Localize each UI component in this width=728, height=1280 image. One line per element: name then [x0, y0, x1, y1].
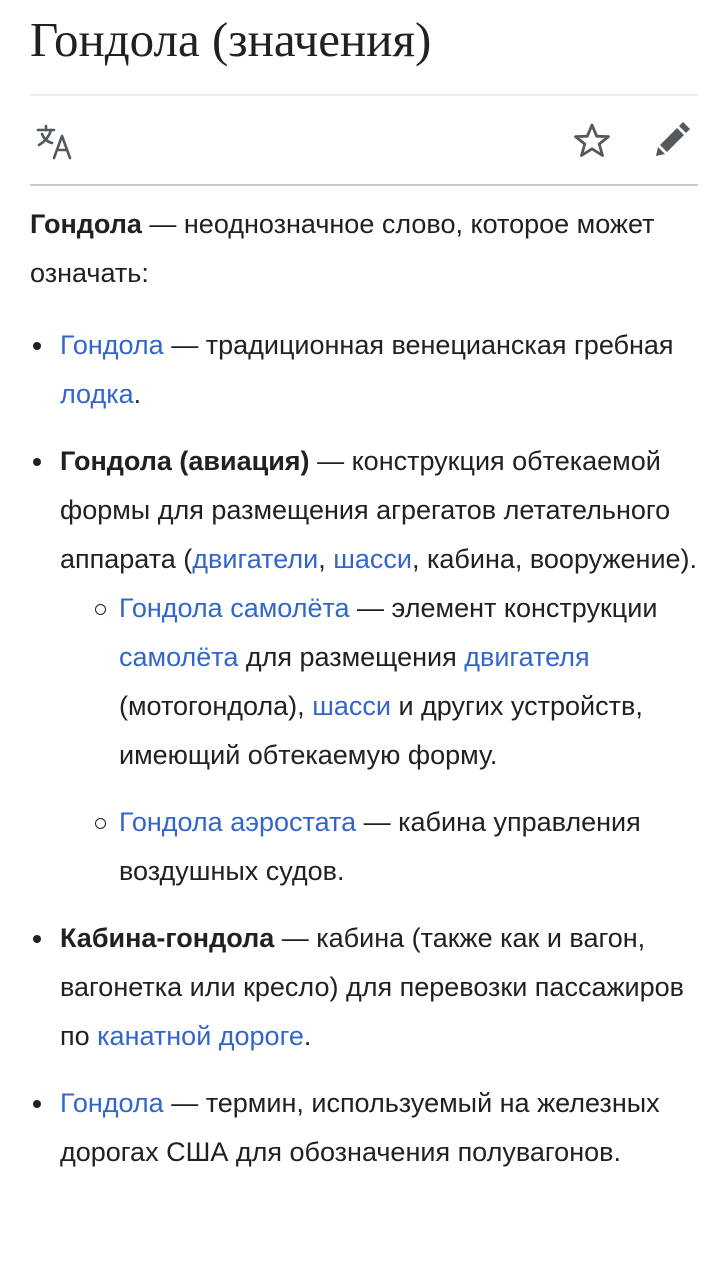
sub-list-item — [60, 798, 702, 896]
intro-text: — неоднозначное слово, которое может означать: — [30, 209, 655, 288]
intro-term: Гондола — [30, 209, 142, 239]
item-term: Гондола (авиация) — [60, 446, 310, 476]
toolbar-divider — [30, 184, 698, 186]
intro-paragraph — [30, 200, 702, 298]
item-term: Кабина-гондола — [60, 923, 275, 953]
link-gondola-car[interactable]: Гондола — [60, 1088, 164, 1118]
item-text: — термин, используемый на железных дорогах США для обозначения полувагонов. — [60, 1088, 660, 1167]
item-text: (мотогондола), — [119, 691, 313, 721]
link-boat[interactable]: лодка — [60, 379, 134, 409]
item-text: — традиционная венецианская гребная — [163, 330, 674, 360]
sub-list — [60, 584, 702, 896]
list-item — [30, 321, 702, 419]
list-item — [30, 437, 702, 896]
article-content — [30, 200, 702, 1195]
link-aircraft[interactable]: самолёта — [119, 642, 239, 672]
title-divider — [30, 94, 698, 96]
star-icon[interactable] — [572, 121, 612, 161]
link-engine[interactable]: двигателя — [464, 642, 590, 672]
link-aircraft-nacelle[interactable]: Гондола самолёта — [119, 593, 350, 623]
list-item — [30, 914, 702, 1061]
meanings-list — [30, 321, 702, 1177]
page-title: Гондола (значения) — [30, 12, 432, 67]
item-text: . — [133, 379, 142, 409]
item-text: и других устройств, имеющий обтекаемую форму. — [119, 691, 643, 770]
link-landing-gear-2[interactable]: шасси — [312, 691, 391, 721]
item-text: — конструкция обтекаемой формы для размещения агрегатов летательного аппарата ( — [60, 446, 671, 574]
list-item — [30, 1079, 702, 1177]
link-engines[interactable]: двигатели — [192, 544, 319, 574]
item-text: . — [303, 1021, 312, 1051]
item-text: для размещения — [238, 642, 465, 672]
item-text: , — [318, 544, 334, 574]
item-text: , кабина, вооружение). — [411, 544, 698, 574]
link-gondola[interactable]: Гондола — [60, 330, 164, 360]
link-landing-gear[interactable]: шасси — [333, 544, 412, 574]
link-cable-car[interactable]: канатной дороге — [97, 1021, 304, 1051]
item-text: — элемент конструкции — [349, 593, 658, 623]
pencil-icon[interactable] — [652, 120, 692, 160]
translate-icon[interactable] — [36, 124, 76, 160]
sub-list-item — [60, 584, 702, 780]
item-text: — кабина управления воздушных судов. — [119, 807, 641, 886]
item-text: — кабина (также как и вагон, вагонетка или кресло) для перевозки пассажиров по — [60, 923, 684, 1051]
link-balloon-gondola[interactable]: Гондола аэростата — [119, 807, 357, 837]
